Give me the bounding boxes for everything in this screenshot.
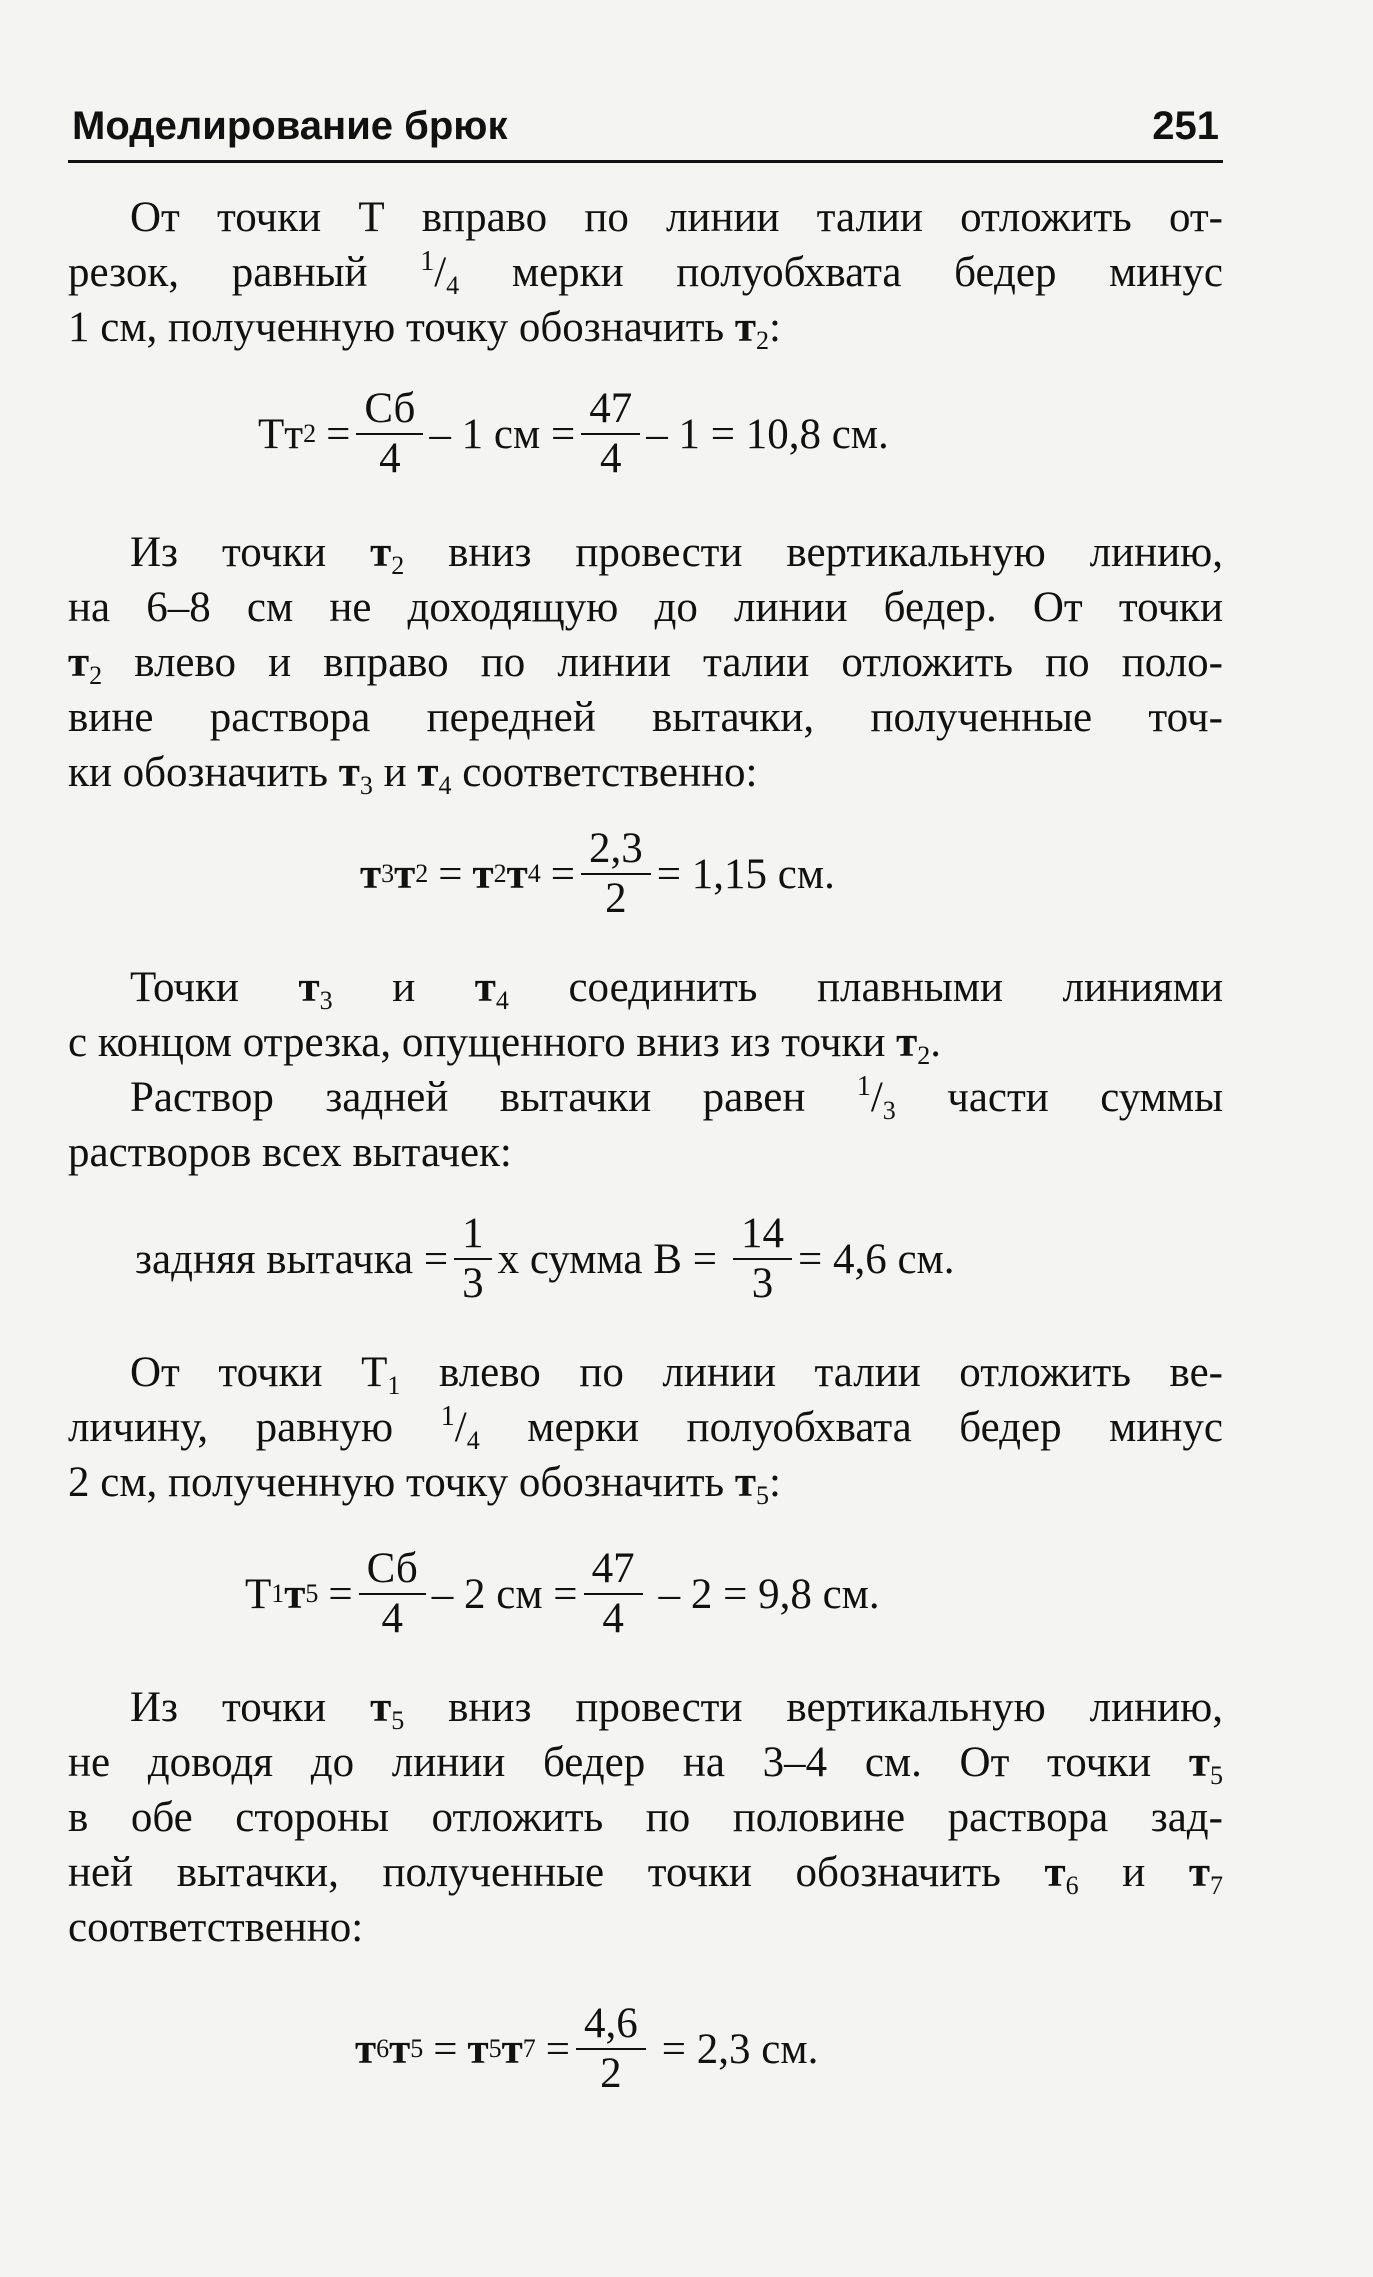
formula-2: т 3 т 2 = т 2 т 4 = $\frac{2,3}{2}$ = 1,15 см. xyxy=(360,825,835,922)
text-line: 2 см, полученную точку обозначить $т_5$: xyxy=(68,1459,781,1510)
text-line: От точки Т вправо по линии талии отложить от- xyxy=(130,194,1223,241)
formula-4: Т 1 т 5 = $\frac{Сб}{4}$ – 2 см = $\frac{47}{4}$ – 2 = 9,8 см. xyxy=(245,1545,880,1642)
paragraph-4 xyxy=(68,1070,1223,1180)
formula-3: задняя вытачка = $\frac{1}{3}$ х сумма В = $\frac{14}{3}$ = 4,6 см. xyxy=(135,1210,955,1307)
text-line: на 6–8 см не доходящую до линии бедер. От точки xyxy=(68,584,1223,631)
page-number: 251 xyxy=(1152,104,1219,148)
running-header xyxy=(68,98,1223,163)
paragraph-3 xyxy=(68,960,1223,1070)
fraction: $\frac{Сб}{4}$ xyxy=(359,1545,426,1643)
fraction: $\frac{Сб}{4}$ xyxy=(356,385,423,483)
text-line: Точки $т_3$ и $т_4$ соединить плавными линиями xyxy=(130,964,1224,1015)
text-line: соответственно: xyxy=(68,1904,364,1951)
text-line: От точки $Т_1$ влево по линии талии отложить ве- xyxy=(130,1349,1223,1400)
fraction: $\frac{1}{3}$ xyxy=(454,1210,492,1308)
fraction: $\frac{47}{4}$ xyxy=(584,1545,643,1643)
fraction: $\frac{47}{4}$ xyxy=(581,385,640,483)
text-line: $т_2$ влево и вправо по линии талии отложить по поло- xyxy=(68,639,1223,690)
text-line: растворов всех вытачек: xyxy=(68,1129,512,1176)
paragraph-6 xyxy=(68,1680,1223,1955)
text-line: Из точки $т_5$ вниз провести вертикальную линию, xyxy=(130,1684,1223,1735)
text-line: ки обозначить $т_3$ и $т_4$ соответственно: xyxy=(68,749,758,800)
text-line: в обе стороны отложить по половине раствора зад- xyxy=(68,1794,1223,1841)
paragraph-1 xyxy=(68,190,1223,355)
paragraph-2 xyxy=(68,525,1223,800)
formula-1: Тт 2 = $\frac{Сб}{4}$ – 1 см = $\frac{47}{4}$ – 1 = 10,8 см. xyxy=(258,385,889,482)
text-line: с концом отрезка, опущенного вниз из точки $т_2$. xyxy=(68,1019,942,1070)
text-line: ней вытачки, полученные точки обозначить $т_6$ и $т_7$ xyxy=(68,1849,1223,1900)
chapter-title: Моделирование брюк xyxy=(72,104,508,148)
text-line: Из точки $т_2$ вниз провести вертикальную линию, xyxy=(130,529,1223,580)
text-line: личину, равную $^1/_4$ мерки полуобхвата бедер минус xyxy=(68,1401,1224,1455)
fraction: $\frac{4,6}{2}$ xyxy=(576,2000,646,2098)
text-line: резок, равный $^1/_4$ мерки полуобхвата бедер минус xyxy=(68,246,1224,300)
text-line: вине раствора передней вытачки, полученные точ- xyxy=(68,694,1223,741)
fraction: $\frac{14}{3}$ xyxy=(733,1210,792,1308)
formula-5: т 6 т 5 = т 5 т 7 = $\frac{4,6}{2}$ = 2,3 см. xyxy=(355,2000,819,2097)
paragraph-5 xyxy=(68,1345,1223,1510)
fraction: $\frac{2,3}{2}$ xyxy=(581,825,651,923)
text-line: не доводя до линии бедер на 3–4 см. От точки $т_5$ xyxy=(68,1739,1223,1790)
text-line: 1 см, полученную точку обозначить $т_2$: xyxy=(68,304,781,355)
text-line: Раствор задней вытачки равен $^1/_3$ части суммы xyxy=(130,1071,1223,1125)
